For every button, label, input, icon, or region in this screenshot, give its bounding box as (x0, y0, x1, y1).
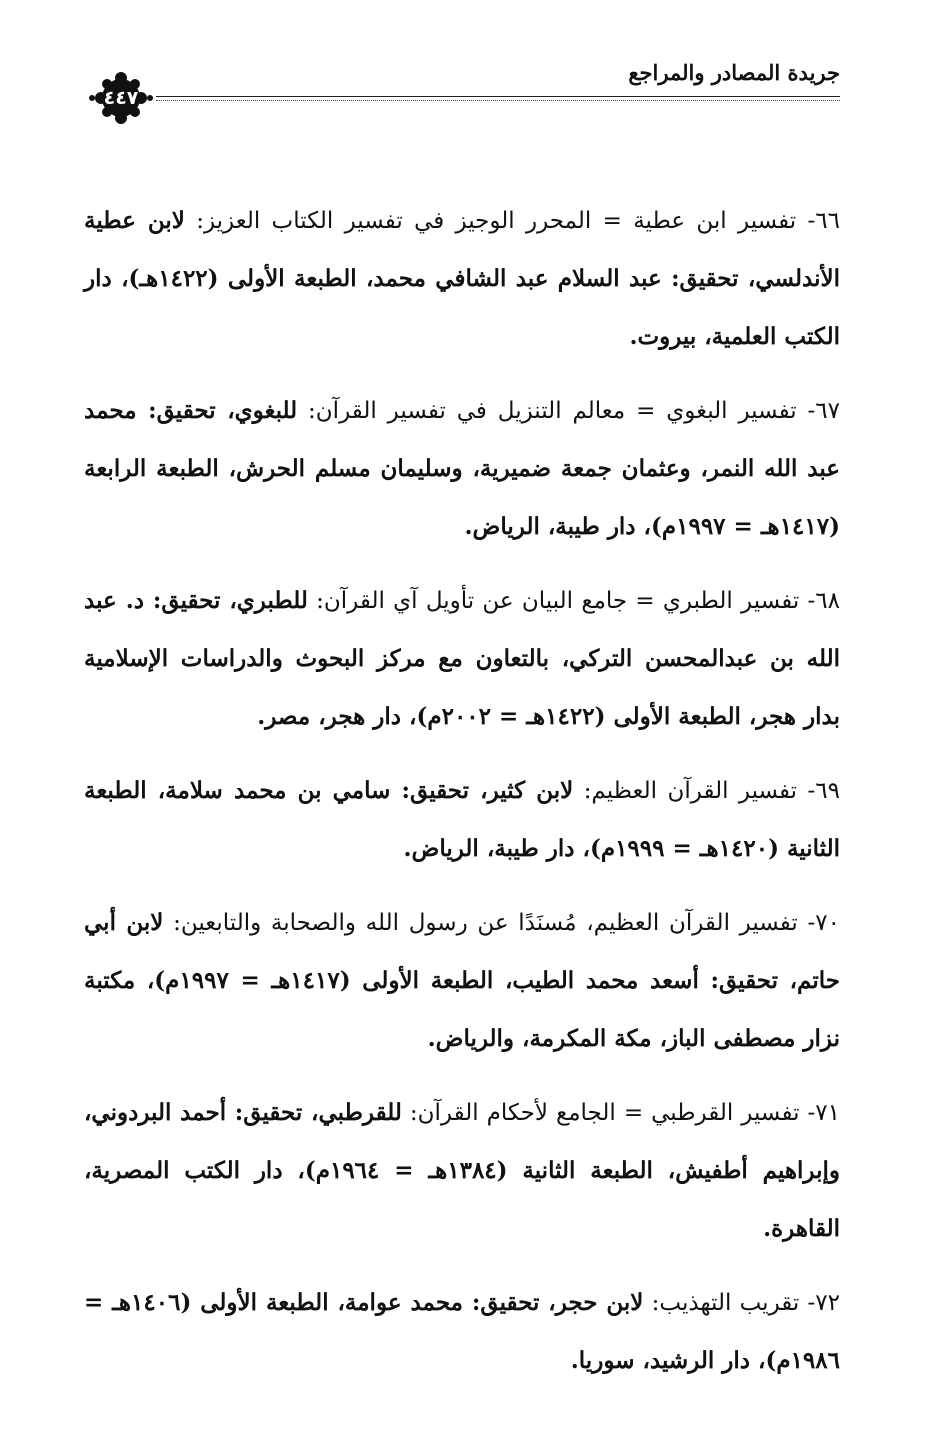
entry-title: ٦٩- تفسير القرآن العظيم: (583, 778, 841, 804)
page-header (88, 54, 840, 114)
bibliography-entry (84, 762, 840, 878)
bibliography-list (84, 192, 840, 1406)
bibliography-entry (84, 1274, 840, 1390)
entry-title: ٦٨- تفسير الطبري = جامع البيان عن تأويل آي القرآن: (316, 588, 840, 614)
bibliography-entry (84, 382, 840, 556)
entry-title: ٦٦- تفسير ابن عطية = المحرر الوجيز في تفسير الكتاب العزيز: (196, 208, 840, 234)
entry-details: لابن أبي حاتم، تحقيق: أسعد محمد الطيب، الطبعة الأولى (١٤١٧هـ = ١٩٩٧م)، مكتبة نزار مصطفى الباز، مكة المكرمة، والرياض. (84, 909, 840, 1052)
entry-details: للقرطبي، تحقيق: أحمد البردوني، وإبراهيم أطفيش، الطبعة الثانية (١٣٨٤هـ = ١٩٦٤م)، دار الكتب المصرية، القاهرة. (84, 1099, 841, 1242)
header-rule (156, 96, 840, 101)
running-header-title: جريدة المصادر والمراجع (628, 60, 840, 85)
bibliography-entry (84, 1084, 840, 1258)
bibliography-entry (84, 894, 840, 1068)
entry-details: لابن عطية الأندلسي، تحقيق: عبد السلام عبد الشافي محمد، الطبعة الأولى (١٤٢٢هـ)، دار الكتب العلمية، بيروت. (84, 207, 840, 350)
bibliography-entry (84, 192, 840, 366)
entry-title: ٦٧- تفسير البغوي = معالم التنزيل في تفسير القرآن: (308, 398, 840, 424)
entry-details: لابن كثير، تحقيق: سامي بن محمد سلامة، الطبعة الثانية (١٤٢٠هـ = ١٩٩٩م)، دار طيبة، الرياض. (84, 777, 840, 862)
entry-title: ٧٢- تقريب التهذيب: (651, 1290, 841, 1316)
entry-details: لابن حجر، تحقيق: محمد عوامة، الطبعة الأولى (١٤٠٦هـ = ١٩٨٦م)، دار الرشيد، سوريا. (84, 1289, 840, 1374)
entry-details: للطبري، تحقيق: د. عبد الله بن عبدالمحسن التركي، بالتعاون مع مركز البحوث والدراسات الإسلامية بدار هجر، الطبعة الأولى (١٤٢٢هـ = ٢٠٠٢م)، دار هجر، مصر. (84, 587, 840, 730)
entry-title: ٧١- تفسير القرطبي = الجامع لأحكام القرآن: (409, 1100, 841, 1126)
entry-details: للبغوي، تحقيق: محمد عبد الله النمر، وعثمان جمعة ضميرية، وسليمان مسلم الحرش، الطبعة الرابعة (١٤١٧هـ = ١٩٩٧م)، دار طيبة، الرياض. (84, 397, 840, 540)
page-number-badge (88, 72, 154, 124)
bibliography-entry (84, 572, 840, 746)
entry-title: ٧٠- تفسير القرآن العظيم، مُسنَدًا عن رسول الله والصحابة والتابعين: (173, 910, 841, 936)
page-number: ٤٤٧ (103, 87, 139, 109)
